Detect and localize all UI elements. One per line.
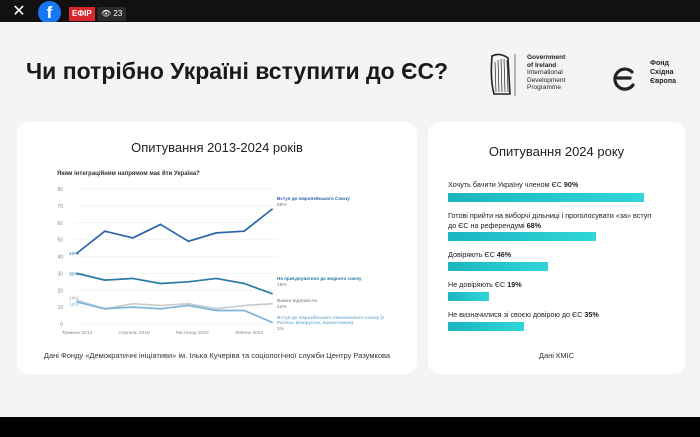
series-name-label: Вступ до Європейського Союзу xyxy=(277,196,350,201)
viewer-count-badge xyxy=(97,7,126,21)
y-tick-label: 70 xyxy=(57,203,63,210)
series-point xyxy=(132,237,134,239)
series-point xyxy=(160,224,162,226)
eye-icon: 👁 xyxy=(101,9,112,18)
bar-label-text: Не довіряють ЄС xyxy=(448,280,508,289)
y-tick-label: 0 xyxy=(60,322,63,328)
y-tick-label: 10 xyxy=(57,305,63,312)
bar-label xyxy=(448,280,658,290)
slide-title: Чи потрібно Україні вступити до ЄС? xyxy=(26,58,449,84)
series-point xyxy=(160,305,162,307)
series-point xyxy=(243,230,245,232)
series-start-label: 14% xyxy=(69,296,79,302)
gov-line: of Ireland xyxy=(527,61,557,69)
y-tick-label: 80 xyxy=(57,187,63,193)
player-bottom-bar xyxy=(0,417,700,437)
integration-line-chart xyxy=(17,122,417,352)
series-point xyxy=(215,232,217,234)
series-point xyxy=(243,283,245,285)
bar-label xyxy=(448,310,658,320)
survey-2013-2024-card xyxy=(17,122,417,374)
x-tick-label: Листопад 2020 xyxy=(175,331,209,336)
series-point xyxy=(104,279,106,281)
y-tick-label: 40 xyxy=(57,254,63,261)
series-point xyxy=(215,278,217,280)
series-point xyxy=(271,208,273,210)
fse-line: Східна xyxy=(650,69,674,76)
series-point xyxy=(160,308,162,310)
y-tick-label: 60 xyxy=(57,220,63,227)
series-point xyxy=(215,308,217,310)
series-point xyxy=(271,303,273,305)
bar-label-text: Не визначилися зі своєю довірою до ЄС xyxy=(448,310,585,319)
left-card-source: Дані Фонду «Демократичні ініціативи» ім. Ілька Кучеріва та соціологічної служби Центру Разумкова xyxy=(43,351,391,360)
left-card-title: Опитування 2013-2024 років xyxy=(131,140,303,155)
bar-label-value: 46% xyxy=(496,250,512,259)
bar-label-text: Довіряють ЄС xyxy=(448,250,497,259)
series-name-label: Важко відповісти xyxy=(277,298,317,303)
live-badge: ЕФІР xyxy=(69,7,95,21)
bar-referendum xyxy=(448,232,596,241)
series-point xyxy=(188,303,190,305)
bar-label-text: Хочуть бачити Україну членом ЄС xyxy=(448,180,564,189)
bar-label-value: 68% xyxy=(526,220,542,230)
close-icon[interactable]: ✕ xyxy=(12,1,26,20)
series-point xyxy=(132,278,134,280)
series-point xyxy=(104,308,106,310)
series-point xyxy=(160,283,162,285)
series-line xyxy=(77,209,272,253)
player-top-bar xyxy=(0,0,700,22)
y-tick-label: 20 xyxy=(57,288,63,295)
series-point xyxy=(104,230,106,232)
facebook-logo-icon[interactable]: f xyxy=(38,1,61,24)
series-point xyxy=(188,305,190,307)
right-card-source: Дані КМІС xyxy=(538,351,575,360)
series-point xyxy=(132,303,134,305)
bar-distrust xyxy=(448,292,489,301)
series-end-label: 68% xyxy=(277,203,287,208)
bar-label xyxy=(448,211,658,230)
bar-label xyxy=(448,180,658,190)
bar-trust xyxy=(448,262,548,271)
series-point xyxy=(188,281,190,283)
bar-undecided xyxy=(448,322,524,331)
series-point xyxy=(243,305,245,307)
right-card-title: Опитування 2024 року xyxy=(488,144,625,159)
chart-question: Яким інтеграційним напрямом має йти Україна? xyxy=(57,171,200,177)
y-tick-label: 50 xyxy=(57,237,63,244)
series-point xyxy=(132,306,134,308)
bar-member-eu xyxy=(448,193,644,202)
series-point xyxy=(215,310,217,312)
series-point xyxy=(188,240,190,242)
viewer-count: 23 xyxy=(113,9,123,18)
series-end-label: 18% xyxy=(277,283,287,288)
presentation-slide xyxy=(0,22,700,417)
series-line xyxy=(77,273,272,293)
series-point xyxy=(243,310,245,312)
series-end-label: 1% xyxy=(277,327,284,332)
series-start-label: 13% xyxy=(69,303,79,309)
bar-label-text: Готові прийти на виборчі дільниці і проголосувати «за» вступ до ЄС на референдумі xyxy=(448,211,652,230)
gov-line: International xyxy=(527,69,563,76)
series-point xyxy=(271,321,273,323)
bar-label-value: 19% xyxy=(507,280,522,289)
gov-line: Development xyxy=(527,76,566,84)
bar-label-value: 90% xyxy=(563,180,579,189)
x-tick-label: Липень 2022 xyxy=(234,331,264,336)
x-tick-label: Серпень 2018 xyxy=(118,331,150,336)
bar-label xyxy=(448,250,658,260)
x-tick-label: Травень 2013 xyxy=(61,331,93,336)
series-start-label: 30% xyxy=(69,272,79,278)
fse-line: Фонд xyxy=(650,60,669,67)
series-end-label: 12% xyxy=(277,305,287,310)
gov-line: Government xyxy=(527,54,566,61)
series-name-label: Вступ до Євразійського економічного союзу (з Росією, Білоруссю, Казахстаном) xyxy=(277,315,385,325)
series-point xyxy=(271,293,273,295)
series-start-label: 42% xyxy=(69,252,79,258)
fse-line: Європа xyxy=(650,78,676,85)
y-tick-label: 30 xyxy=(57,271,63,278)
survey-2024-card xyxy=(428,122,685,374)
series-name-label: Не приєднуватися до жодного союзу xyxy=(277,276,362,281)
gov-line: Programme xyxy=(527,84,561,91)
gov-ireland-wordmark xyxy=(527,54,565,92)
bar-label-value: 35% xyxy=(584,310,599,319)
fse-wordmark xyxy=(650,59,676,86)
